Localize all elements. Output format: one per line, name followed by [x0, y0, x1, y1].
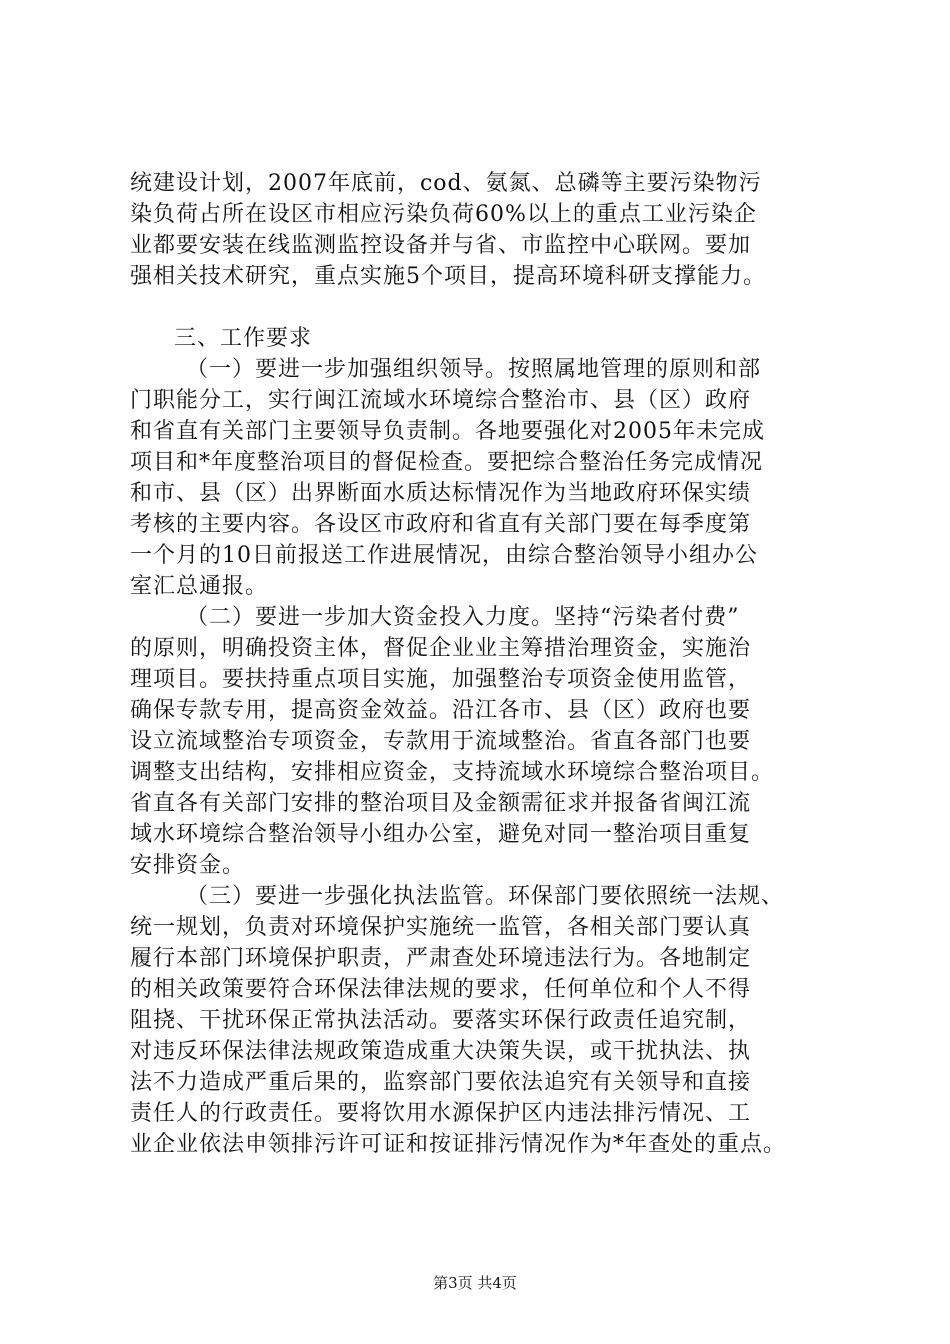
text-line: 统一规划，负责对环境保护实施统一监管，各相关部门要认真 [130, 915, 752, 940]
text-line: 一个月的10日前报送工作进展情况，由综合整治领导小组办公 [130, 543, 758, 568]
text-line: （三）要进一步强化执法监管。环保部门要依照统一法规、 [186, 884, 785, 909]
text-line: 设立流域整治专项资金，专款用于流域整治。省直各部门也要 [130, 729, 752, 754]
text-line: 的原则，明确投资主体，督促企业业主筹措治理资金，实施治 [130, 636, 752, 661]
text-line: 对违反环保法律法规政策造成重大决策失误，或干扰执法、执 [130, 1039, 752, 1064]
text-line: 的相关政策要符合环保法律法规的要求，任何单位和个人不得 [130, 977, 752, 1002]
text-line: 考核的主要内容。各设区市政府和省直有关部门要在每季度第 [130, 512, 752, 537]
text-line: 项目和*年度整治项目的督促检查。要把综合整治任务完成情况 [130, 450, 764, 475]
text-line: 和市、县（区）出界断面水质达标情况作为当地政府环保实绩 [130, 481, 752, 506]
text-line: 和省直有关部门主要领导负责制。各地要强化对2005年未完成 [130, 419, 765, 444]
page-number-footer: 第3页 共4页 [433, 1274, 517, 1292]
text-line: 安排资金。 [130, 853, 246, 878]
text-line: 业都要安装在线监测监控设备并与省、市监控中心联网。要加 [130, 233, 752, 258]
text-line: 法不力造成严重后果的，监察部门要依法追究有关领导和直接 [130, 1070, 752, 1095]
section-heading: 三、工作要求 [174, 326, 313, 351]
text-line: 室汇总通报。 [130, 574, 269, 599]
text-line: 统建设计划，2007年底前，cod、氨氮、总磷等主要污染物污 [130, 171, 762, 196]
text-line: 调整支出结构，安排相应资金，支持流域水环境综合整治项目。 [130, 760, 775, 785]
document-body [130, 168, 820, 1160]
text-line: 确保专款专用，提高资金效益。沿江各市、县（区）政府也要 [130, 698, 752, 723]
text-line: 省直各有关部门安排的整治项目及金额需征求并报备省闽江流 [130, 791, 752, 816]
text-line: 业企业依法申领排污许可证和按证排污情况作为*年查处的重点。 [130, 1132, 787, 1157]
text-line: （一）要进一步加强组织领导。按照属地管理的原则和部 [186, 357, 762, 382]
text-line: 履行本部门环境保护职责，严肃查处环境违法行为。各地制定 [130, 946, 752, 971]
text-line: 理项目。要扶持重点项目实施，加强整治专项资金使用监管， [130, 667, 752, 692]
text-line: 域水环境综合整治领导小组办公室，避免对同一整治项目重复 [130, 822, 752, 847]
paragraph-gap [130, 292, 820, 323]
text-line: 强相关技术研究，重点实施5个项目，提高环境科研支撑能力。 [130, 264, 766, 289]
text-line: 责任人的行政责任。要将饮用水源保护区内违法排污情况、工 [130, 1101, 752, 1126]
text-line: 阻挠、干扰环保正常执法活动。要落实环保行政责任追究制， [130, 1008, 752, 1033]
text-line: （二）要进一步加大资金投入力度。坚持“污染者付费” [186, 605, 740, 630]
text-line: 门职能分工，实行闽江流域水环境综合整治市、县（区）政府 [130, 388, 752, 413]
text-line: 染负荷占所在设区市相应污染负荷60%以上的重点工业污染企 [130, 202, 757, 227]
